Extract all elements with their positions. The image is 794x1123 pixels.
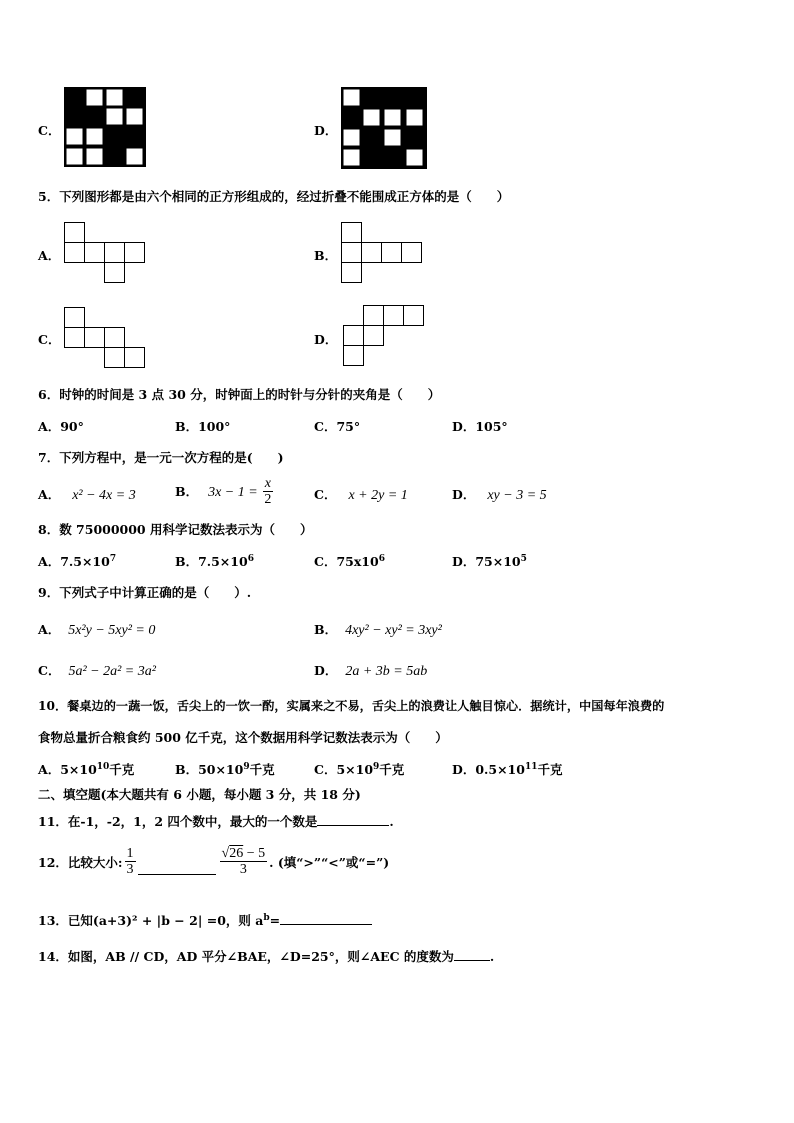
q5-option-c-label: C． — [38, 332, 61, 347]
q7-option-b-label: B． — [175, 484, 199, 499]
q12-left-fraction: $\frac{1}{3}$ — [126, 846, 134, 877]
q6-option-c: C．75° — [314, 419, 361, 434]
q9-stem: 9．下列式子中计算正确的是（ ）. — [38, 585, 252, 600]
q12-answer-blank[interactable] — [138, 862, 216, 875]
q12-prefix: 12．比较大小: — [38, 854, 123, 870]
q14-text: 14．如图，AB // CD，AD 平分∠BAE，∠D=25°，则∠AEC 的度数为 — [38, 949, 454, 964]
q8-option-a: A．$7.5\times 10^7$ — [38, 553, 117, 569]
q9-option-a-label: A． — [38, 622, 61, 637]
q7-option-d-expr: xy − 3 = 5 — [487, 488, 547, 503]
q7-stem: 7．下列方程中，是一元一次方程的是( ) — [38, 450, 284, 465]
q5-option-b-net — [340, 221, 430, 285]
q12-right-fraction: $\frac{√26 - 5}{3}$ — [221, 846, 266, 877]
q11-answer-blank[interactable] — [317, 813, 389, 826]
q7-option-b — [175, 476, 273, 507]
q8-option-b: B．$7.5\times 10^6$ — [175, 553, 254, 569]
q13: 13．已知(a+3)² + |b − 2| =0，则 $a^b=$ — [38, 911, 372, 929]
q7-option-a-label: A． — [38, 487, 61, 502]
q13-prefix: 13．已知 — [38, 913, 93, 928]
q9-option-a — [38, 619, 155, 639]
q9-option-c-label: C． — [38, 663, 61, 678]
q6-option-b: B．100° — [175, 419, 231, 434]
q10-option-b: B．$50\times 10^9$千克 — [175, 761, 275, 777]
q12-suffix: . (填“>”“<”或“=”) — [269, 854, 390, 870]
q13-answer-blank[interactable] — [280, 912, 372, 925]
q5-option-a-label: A． — [38, 248, 61, 263]
q14: 14．如图，AB // CD，AD 平分∠BAE，∠D=25°，则∠AEC 的度数为 . — [38, 949, 495, 964]
q10-stem-line1: 10．餐桌边的一蔬一饭，舌尖上的一饮一酌，实属来之不易，舌尖上的浪费让人触目惊心．据统计，中国每年浪费的 — [38, 699, 665, 713]
q8-option-c: C．$75x10^6$ — [314, 553, 385, 569]
q7-option-a-expr: x² − 4x = 3 — [72, 488, 136, 503]
section-2-heading: 二、填空题(本大题共有 6 小题，每小题 3 分，共 18 分) — [38, 787, 361, 802]
q7-option-b-fraction: $\frac{x}{2}$ — [264, 476, 272, 507]
q7-option-d — [452, 484, 547, 504]
q7-option-a — [38, 484, 136, 504]
q10-option-d: D．$0.5\times 10^{11}$千克 — [452, 761, 563, 777]
q14-answer-blank[interactable] — [454, 948, 490, 961]
q9-option-c — [38, 660, 156, 680]
q9-option-a-expr: 5x²y − 5xy² = 0 — [68, 623, 156, 638]
q10-stem-line2: 食物总量折合粮食约 500 亿千克，这个数据用科学记数法表示为（ ） — [38, 730, 448, 745]
q9-option-d — [314, 660, 427, 680]
q6-option-a: A．90° — [38, 419, 84, 434]
q7-option-c — [314, 484, 408, 504]
q9-option-b-label: B． — [314, 622, 338, 637]
q11-stem: 11．在-1，-2，1，2 四个数中，最大的一个数是 — [38, 814, 318, 829]
q5-option-d-net — [342, 304, 432, 370]
q4-option-d-figure — [341, 87, 427, 169]
q5-option-c-net — [63, 306, 153, 370]
q9-option-d-expr: 2a + 3b = 5ab — [345, 664, 428, 679]
q9-option-b-expr: 4xy² − xy² = 3xy² — [345, 623, 442, 638]
q5-option-d-label: D． — [314, 332, 338, 347]
q9-option-b — [314, 619, 442, 639]
q7-option-b-left: 3x − 1 = — [208, 485, 258, 500]
q4-option-c-label: C． — [38, 123, 61, 138]
q8-stem: 8．数 75000000 用科学记数法表示为（ ） — [38, 522, 313, 537]
q5-option-b-label: B． — [314, 248, 338, 263]
q10-option-a: A．$5\times 10^{10}$千克 — [38, 761, 135, 777]
q12 — [38, 846, 389, 877]
q7-option-d-label: D． — [452, 487, 476, 502]
q5-stem: 5．下列图形都是由六个相同的正方形组成的，经过折叠不能围成正方体的是（ ） — [38, 189, 510, 204]
q6-option-d: D．105° — [452, 419, 508, 434]
q5-option-a-net — [63, 221, 153, 285]
q9-option-c-expr: 5a² − 2a² = 3a² — [68, 664, 156, 679]
q4-option-d-label: D． — [314, 123, 338, 138]
q6-stem: 6．时钟的时间是 3 点 30 分，时钟面上的时针与分针的夹角是（ ） — [38, 387, 441, 402]
q7-option-c-label: C． — [314, 487, 337, 502]
q10-option-c: C．$5\times 10^9$千克 — [314, 761, 405, 777]
q13-expr: (a+3)² + |b − 2| =0，则 a — [92, 913, 264, 928]
q7-option-c-expr: x + 2y = 1 — [348, 488, 408, 503]
q11: 11．在-1，-2，1，2 四个数中，最大的一个数是 . — [38, 814, 394, 829]
q4-option-c-figure — [64, 87, 146, 167]
sqrt-icon: √ — [221, 846, 230, 861]
q8-option-d: D．$75\times 10^5$ — [452, 553, 527, 569]
q9-option-d-label: D． — [314, 663, 338, 678]
